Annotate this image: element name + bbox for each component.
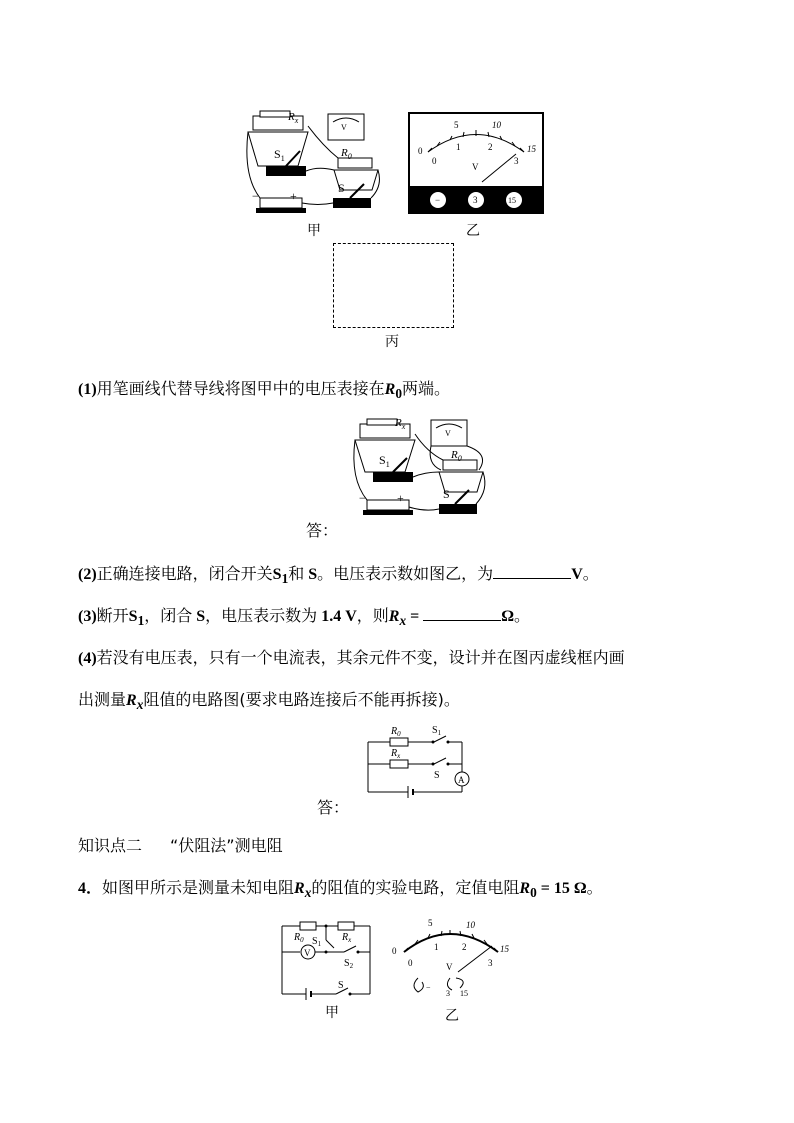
answer-label-meter-v: V bbox=[445, 429, 451, 438]
question-3: (3)断开$S_1$，闭合 S，电压表示数为 1.4 V，则$R_x = \Omega$。 bbox=[78, 606, 531, 629]
label-s1: $S_1$ bbox=[274, 147, 285, 163]
problem4-circuit-jia bbox=[278, 918, 374, 1002]
label-s: S bbox=[338, 181, 345, 195]
answer-label-minus: − bbox=[359, 491, 366, 505]
dial-bottom-0: 0 bbox=[432, 156, 437, 166]
caption-yi: 乙 bbox=[466, 223, 480, 239]
dial-bottom-1: 1 bbox=[456, 142, 461, 152]
p4-label-rx: $R_x$ bbox=[342, 932, 352, 944]
label-plus: + bbox=[290, 189, 297, 203]
dial-top-zero: 0 bbox=[418, 146, 423, 156]
p4-label-v: V bbox=[304, 948, 311, 958]
p4-dial-bottom-1: 1 bbox=[434, 942, 439, 952]
circuit-label-s1: $S_1$ bbox=[432, 725, 442, 737]
dashed-answer-box-bing bbox=[333, 243, 454, 328]
p4-dial-top-zero: 0 bbox=[392, 946, 397, 956]
p4-terminal-minus: − bbox=[426, 983, 431, 992]
apparatus-figure-jia bbox=[238, 106, 388, 218]
answer-label-s1: $S_1$ bbox=[379, 453, 390, 469]
p4-dial-top-5: 5 bbox=[428, 918, 433, 928]
label-rx: $R_x$ bbox=[288, 111, 299, 125]
voltmeter-dial-yi bbox=[408, 112, 544, 214]
p4-dial-bottom-3: 3 bbox=[488, 958, 493, 968]
answer-label-plus: + bbox=[397, 491, 404, 505]
answer-blank-voltage[interactable] bbox=[493, 563, 571, 579]
dial-top-15: 15 bbox=[527, 144, 536, 154]
p4-caption-yi: 乙 bbox=[445, 1008, 459, 1024]
p4-caption-jia: 甲 bbox=[325, 1005, 339, 1021]
p4-dial-top-15: 15 bbox=[500, 944, 509, 954]
p4-dial-bottom-0: 0 bbox=[408, 958, 413, 968]
dial-bottom-2: 2 bbox=[488, 142, 493, 152]
terminal-3: 3 bbox=[473, 195, 478, 205]
label-r0: $R_0$ bbox=[341, 147, 352, 161]
terminal-minus: − bbox=[435, 195, 441, 205]
dial-top-5: 5 bbox=[454, 120, 459, 130]
question-4-line1: (4)若没有电压表，只有一个电流表，其余元件不变，设计并在图丙虚线框内画 bbox=[78, 648, 625, 667]
answer-label-1: 答： bbox=[306, 521, 339, 540]
terminal-15: 15 bbox=[508, 196, 516, 205]
section-title: 知识点二 “伏阻法”测电阻 bbox=[78, 836, 283, 855]
problem-4-text: 4．如图甲所示是测量未知电阻$R_x$的阻值的实验电路，定值电阻$R_0 = 15$ Ω。 bbox=[78, 878, 603, 901]
answer-apparatus-figure bbox=[345, 414, 493, 522]
label-minus: − bbox=[252, 189, 259, 203]
circuit-label-s: S bbox=[434, 770, 440, 781]
question-4-line2: 出测量$R_x$阻值的电路图(要求电路连接后不能再拆接)。 bbox=[78, 690, 460, 713]
caption-bing: 丙 bbox=[385, 334, 399, 350]
p4-label-s2: $S_2$ bbox=[344, 958, 354, 970]
p4-terminal-3: 3 bbox=[446, 989, 450, 998]
dial-bottom-3: 3 bbox=[514, 156, 519, 166]
question-1: (1)用笔画线代替导线将图甲中的电压表接在$R_0$两端。 bbox=[78, 379, 451, 402]
answer-label-4: 答： bbox=[317, 798, 350, 817]
circuit-label-r0: $R_0$ bbox=[391, 726, 401, 738]
answer-blank-rx[interactable] bbox=[423, 605, 501, 621]
p4-dial-unit: V bbox=[446, 962, 453, 972]
circuit-label-rx: $R_x$ bbox=[391, 748, 401, 760]
p4-dial-bottom-2: 2 bbox=[462, 942, 467, 952]
dial-unit: V bbox=[472, 162, 479, 172]
p4-label-s1: $S_1$ bbox=[312, 936, 322, 948]
answer-circuit-diagram bbox=[362, 722, 474, 798]
circuit-label-ammeter: A bbox=[458, 775, 465, 785]
dial-top-10: 10 bbox=[492, 120, 501, 130]
problem4-voltmeter-yi bbox=[388, 916, 516, 1004]
caption-jia: 甲 bbox=[307, 223, 321, 239]
p4-label-s: S bbox=[338, 980, 344, 991]
answer-label-r0: $R_0$ bbox=[451, 449, 462, 463]
question-2: (2)正确连接电路，闭合开关$S_1$和 S。电压表示数如图乙，为 V。 bbox=[78, 564, 599, 587]
p4-label-r0: $R_0$ bbox=[294, 932, 304, 944]
p4-terminal-15: 15 bbox=[460, 989, 468, 998]
label-meter-v: V bbox=[341, 123, 347, 132]
answer-label-rx: $R_x$ bbox=[395, 417, 406, 431]
answer-label-s: S bbox=[443, 487, 450, 501]
p4-dial-top-10: 10 bbox=[466, 920, 475, 930]
